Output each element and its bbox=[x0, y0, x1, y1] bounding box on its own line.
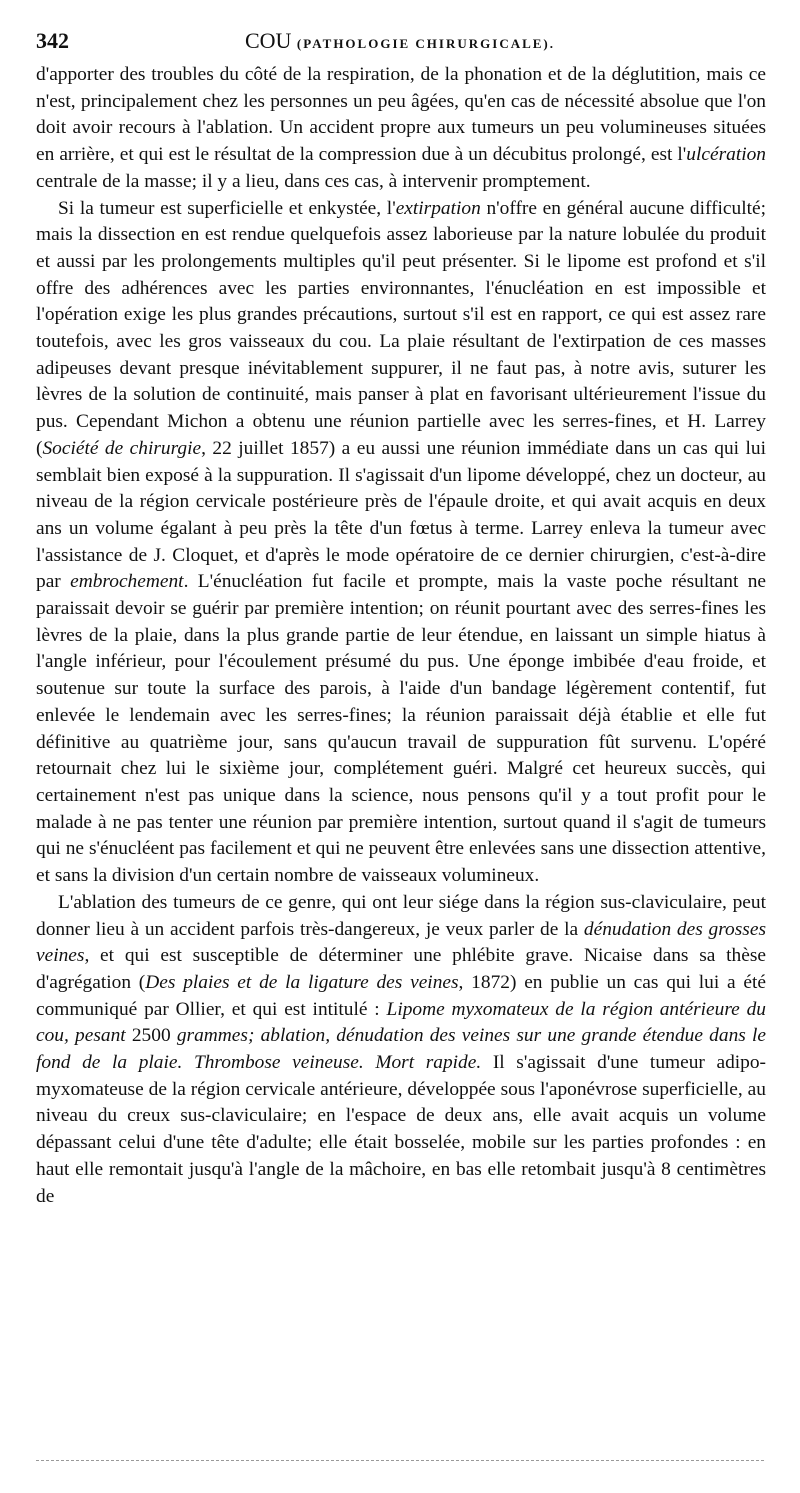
body-text bbox=[36, 62, 766, 1210]
text-run: d'apporter des troubles du côté de la respiration, de la phonation et de la déglutition, mais ce n'est, principalement chez les personnes un peu âgées, qu'en cas de nécessité absolue que l'on doit avoir recours à l'ablation. Un accident propre aux tumeurs un peu volumineuses situées en arrière, et qui est le résultat de la compression due à un décubitus prolongé, est l' bbox=[36, 64, 766, 166]
italic-text: Société de chirurgie bbox=[42, 437, 202, 459]
running-head-subtitle: (PATHOLOGIE CHIRURGICALE). bbox=[296, 36, 556, 51]
running-head bbox=[36, 28, 764, 54]
page-header bbox=[36, 28, 764, 58]
italic-text: dénudation des grosses veines bbox=[36, 918, 766, 967]
text-run: . L'énucléation fut facile et prompte, mais la vaste poche résultant ne paraissait devoir se guérir par première intention; on réunit pourtant avec des serres-fines les lèvres de la plaie, dans la plus grande partie de leur étendue, en laissant un simple hiatus à l'angle inférieur, pour l'écoulement présumé du pus. Une éponge imbibée d'eau froide, et soutenue sur toute la surface des parois, à l'aide d'un bandage légèrement contentif, fut enlevée le lendemain avec les serres-fines; la réunion paraissait déjà établie et elle fut définitive au quatrième jour, sans qu'aucun travail de suppuration fût survenu. L'opéré retournait chez lui le sixième jour, complétement guéri. Malgré cet heureux succès, qui certainement n'est pas unique dans la science, nous pensons qu'il y a tout profit pour le malade à ne pas tenter une réunion par première intention, surtout quand il s'agit de tumeurs qui ne s'énucléent pas facilement et qui ne peuvent être enlevées sans une dissection attentive, et sans la division d'un certain nombre de vaisseaux volumineux. bbox=[36, 571, 766, 887]
italic-text: Des plaies et de la ligature des veines bbox=[145, 971, 459, 993]
text-run: , et qui est susceptible de déterminer une phlébite grave. Nicaise dans sa thèse d'agrégation ( bbox=[36, 945, 766, 993]
text-run: L'ablation des tumeurs de ce genre, qui ont leur siége dans la région sus-claviculaire, peut donner lieu à un accident parfois très-dangereux, je veux parler de la bbox=[36, 891, 766, 940]
running-head-title: COU bbox=[244, 28, 297, 53]
text-run: Il s'agissait d'une tumeur adipo-myxomateuse de la région cervicale antérieure, développée sous l'aponévrose superficielle, au niveau du creux sus-claviculaire; en l'espace de deux ans, elle avait acquis un volume dépassant celui d'une tête d'adulte; elle était bosselée, mobile sur les parties profondes : en haut elle remontait jusqu'à l'angle de la mâchoire, en bas elle retombait jusqu'à 8 centimètres de bbox=[36, 1052, 767, 1207]
text-run: , 1872) en publie un cas qui lui a été communiqué par Ollier, et qui est intitulé : bbox=[36, 971, 767, 1020]
paragraph bbox=[36, 196, 766, 890]
page-number: 342 bbox=[36, 28, 69, 53]
paragraph bbox=[36, 62, 766, 196]
footer-rule bbox=[36, 1460, 764, 1461]
text-run: Si la tumeur est superficielle et enkystée, l' bbox=[58, 197, 396, 219]
italic-text: extirpation bbox=[395, 197, 481, 219]
text-run: n'offre en général aucune difficulté; mais la dissection en est rendue quelquefois assez laborieuse par la nature lobulée du produit et aussi par les prolongements multiples qu'il peut présenter. Si le lipome est profond et s'il offre des adhérences avec les parties environnantes, l'énucléation en est impossible et l'opération exige les plus grandes précautions, surtout s'il est en rapport, ce qui est assez rare toutefois, avec les gros vaisseaux du cou. La plaie résultant de l'extirpation de ces masses adipeuses devant presque inévitablement suppurer, il ne faut pas, à notre avis, suturer les lèvres de la solution de continuité, mais panser à plat en favorisant ultérieurement l'issue du pus. Cependant Michon a obtenu une réunion partielle avec les serres-fines, et H. Larrey ( bbox=[36, 197, 766, 459]
text-run: 2500 bbox=[131, 1025, 177, 1047]
italic-text: grammes; ablation, dénudation des veines sur une grande étendue dans le fond de la plaie. Thrombose veineuse. Mort rapide. bbox=[36, 1025, 766, 1074]
italic-text: Lipome myxomateux de la région antérieure du cou, pesant bbox=[36, 998, 767, 1047]
text-run: , 22 juillet 1857) a eu aussi une réunion immédiate dans un cas qui lui semblait bien exposé à la suppuration. Il s'agissait d'un lipome développé, chez un docteur, au niveau de la région cervicale postérieure près de l'épaule droite, et qui avait acquis en deux ans un volume égalant à peu près la tête d'un fœtus à terme. Larrey enleva la tumeur avec l'assistance de J. Cloquet, et d'après le mode opératoire de ce dernier chirurgien, c'est-à-dire par bbox=[36, 437, 766, 593]
italic-text: ulcération bbox=[686, 144, 766, 166]
text-run: centrale de la masse; il y a lieu, dans ces cas, à intervenir promptement. bbox=[36, 170, 591, 192]
italic-text: embrochement bbox=[70, 571, 184, 593]
paragraph bbox=[36, 890, 766, 1210]
